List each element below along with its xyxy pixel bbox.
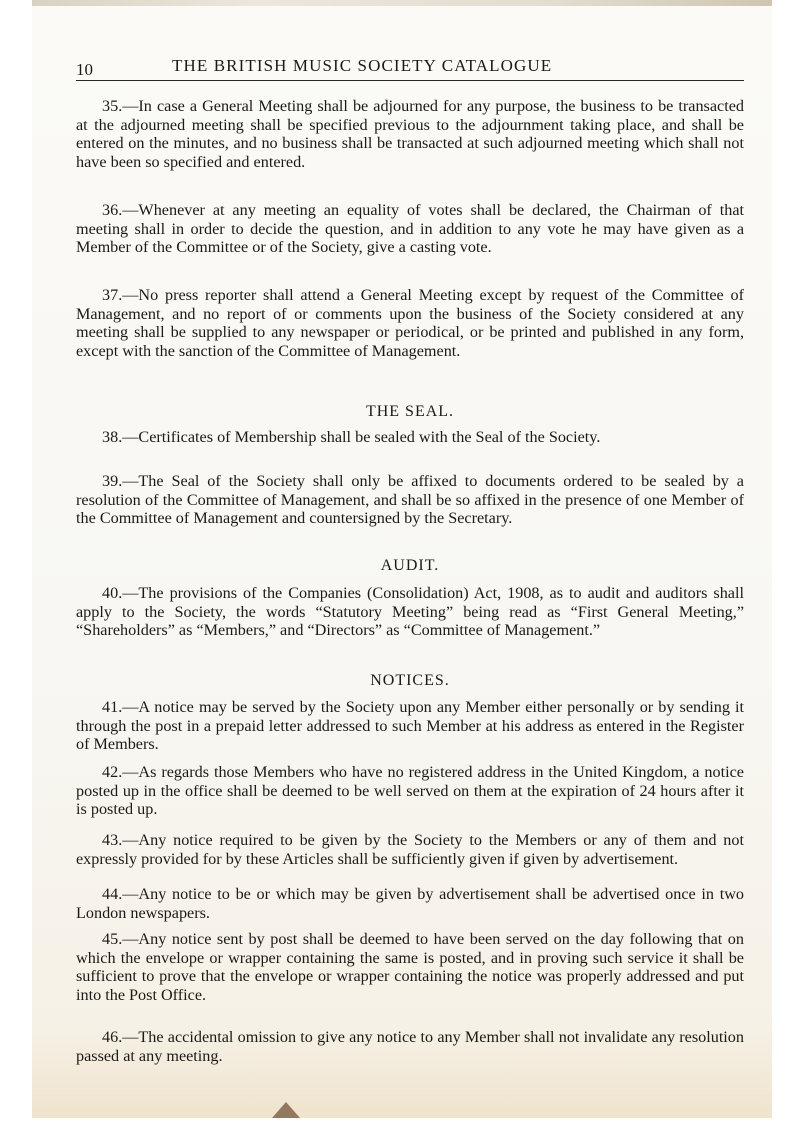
heading-notices: NOTICES. <box>370 672 450 689</box>
heading-audit: AUDIT. <box>380 557 440 574</box>
article-36: 36.—Whenever at any meeting an equality of votes shall be declared, the Chairman of that meeting shall in order to decide the question, and in addition to any vote he may have given as a Member of the Committee or of the Society, give a casting vote. <box>76 201 744 257</box>
article-39: 39.—The Seal of the Society shall only be affixed to documents ordered to be sealed by a resolution of the Committee of Management, and shall be so affixed in the presence of one Member of the Committee of Management and countersigned by the Secretary. <box>76 472 744 528</box>
article-45: 45.—Any notice sent by post shall be deemed to have been served on the day following that on which the envelope or wrapper containing the same is posted, and in proving such service it shall be sufficient to prove that the envelope or wrapper containing the notice was properly addressed and put into the Post Office. <box>76 930 744 1004</box>
page-tear-mark <box>272 1102 300 1118</box>
book-page <box>32 0 772 1118</box>
article-42: 42.—As regards those Members who have no registered address in the United Kingdom, a notice posted up in the office shall be deemed to be well served on them at the expiration of 24 hours after it is posted up. <box>76 763 744 819</box>
page-number: 10 <box>76 60 93 79</box>
article-46: 46.—The accidental omission to give any notice to any Member shall not invalidate any resolution passed at any meeting. <box>76 1028 744 1065</box>
article-35: 35.—In case a General Meeting shall be adjourned for any purpose, the business to be transacted at the adjourned meeting shall be specified previous to the adjournment taking place, and shall be entered on the minutes, and no business shall be transacted at such adjourned meeting which shall not have been so specified and entered. <box>76 97 744 171</box>
page-header <box>76 56 744 81</box>
heading-seal: THE SEAL. <box>365 403 455 420</box>
article-43: 43.—Any notice required to be given by the Society to the Members or any of them and not expressly provided for by these Articles shall be sufficiently given if given by advertisement. <box>76 831 744 868</box>
article-40: 40.—The provisions of the Companies (Consolidation) Act, 1908, as to audit and auditors shall apply to the Society, the words “Statutory Meeting” being read as “First General Meeting,” “Shareholders” as “Members,” and “Directors” as “Committee of Management.” <box>76 584 744 640</box>
article-37: 37.—No press reporter shall attend a General Meeting except by request of the Committee of Management, and no report of or comments upon the business of the Society considered at any meeting shall be supplied to any newspaper or periodical, or be printed and published in any form, except with the sanction of the Committee of Management. <box>76 286 744 360</box>
article-38: 38.—Certificates of Membership shall be sealed with the Seal of the Society. <box>102 428 601 446</box>
article-44: 44.—Any notice to be or which may be given by advertisement shall be advertised once in two London newspapers. <box>76 885 744 922</box>
running-title: THE BRITISH MUSIC SOCIETY CATALOGUE <box>172 56 553 75</box>
article-41: 41.—A notice may be served by the Society upon any Member either personally or by sending it through the post in a prepaid letter addressed to such Member at his address as entered in the Register of Members. <box>76 698 744 754</box>
